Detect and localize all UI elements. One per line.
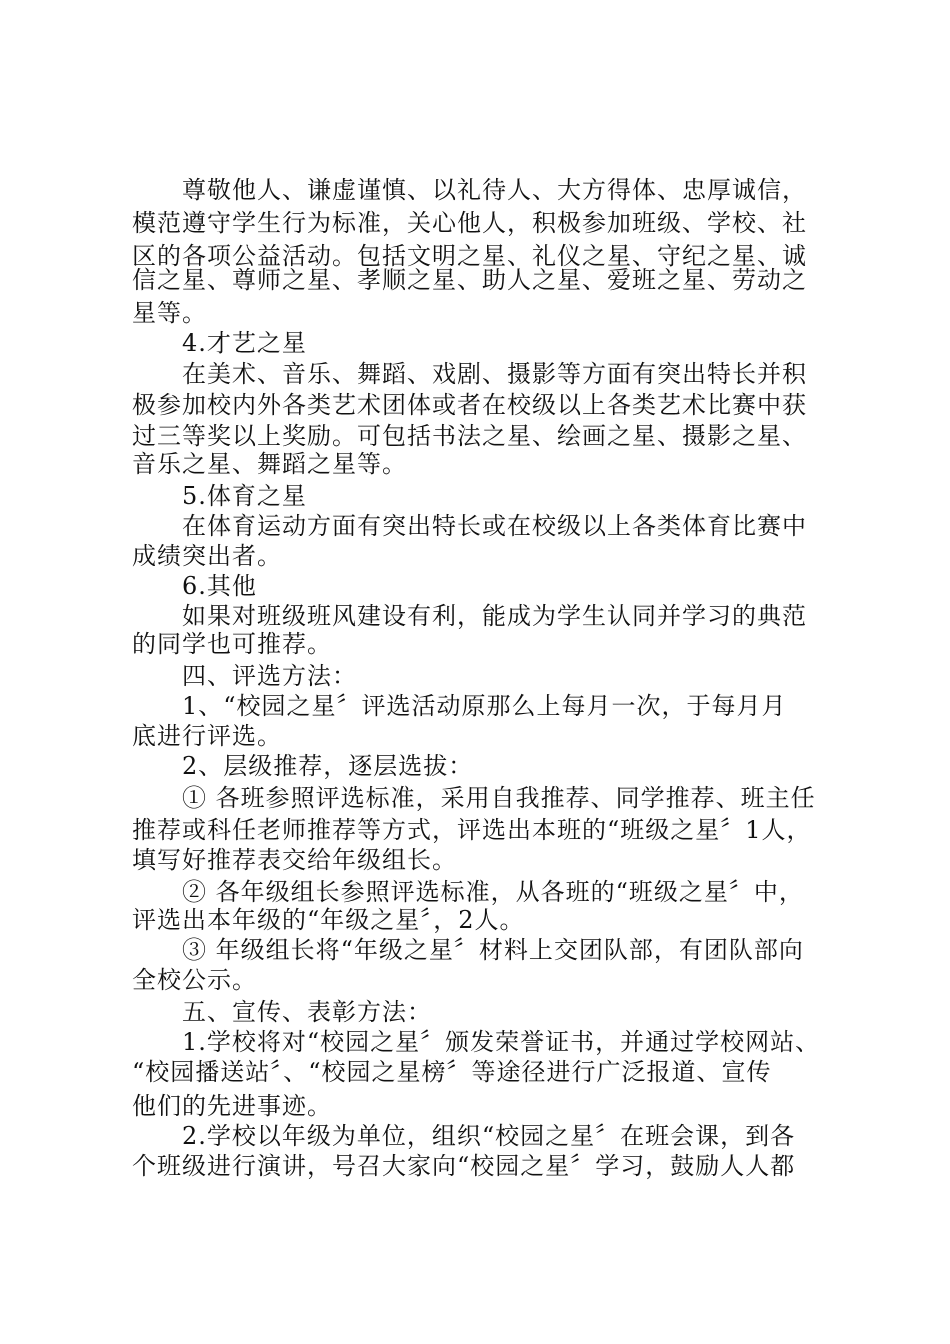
text-line: 评选出本年级的“年级之星〞，2人。 bbox=[132, 906, 525, 934]
text-line: 星等。 bbox=[132, 299, 207, 327]
text-line: 成绩突出者。 bbox=[132, 542, 282, 570]
text-line: ① 各班参照评选标准，采用自我推荐、同学推荐、班主任 bbox=[182, 784, 816, 812]
text-line: 尊敬他人、谦虚谨慎、以礼待人、大方得体、忠厚诚信， bbox=[182, 176, 807, 204]
text-line: 过三等奖以上奖励。可包括书法之星、绘画之星、摄影之星、 bbox=[132, 422, 807, 450]
text-line: 1、“校园之星〞评选活动原那么上每月一次，于每月月 bbox=[182, 692, 787, 720]
section-heading: 4.才艺之星 bbox=[182, 329, 307, 357]
text-line: 在体育运动方面有突出特长或在校级以上各类体育比赛中 bbox=[182, 512, 807, 540]
section-heading: 四、评选方法： bbox=[182, 662, 357, 690]
text-line: 全校公示。 bbox=[132, 966, 257, 994]
section-heading: 5.体育之星 bbox=[182, 482, 307, 510]
text-line: 底进行评选。 bbox=[132, 722, 282, 750]
text-line: 填写好推荐表交给年级组长。 bbox=[132, 846, 457, 874]
text-line: 他们的先进事迹。 bbox=[132, 1092, 332, 1120]
text-line: ③ 年级组长将“年级之星〞材料上交团队部，有团队部向 bbox=[182, 936, 804, 964]
text-line: 的同学也可推荐。 bbox=[132, 630, 332, 658]
text-line: 极参加校内外各类艺术团体或者在校级以上各类艺术比赛中获 bbox=[132, 391, 807, 419]
text-line: 在美术、音乐、舞蹈、戏剧、摄影等方面有突出特长并积 bbox=[182, 360, 807, 388]
text-line: “校园播送站〞、“校园之星榜〞等途径进行广泛报道、宣传 bbox=[132, 1058, 772, 1086]
text-line: 模范遵守学生行为标准，关心他人，积极参加班级、学校、社 bbox=[132, 209, 807, 237]
text-line: 2.学校以年级为单位，组织“校园之星〞在班会课，到各 bbox=[182, 1122, 796, 1150]
text-line: 区的各项公益活动。包括文明之星、礼仪之星、守纪之星、诚 bbox=[132, 242, 807, 270]
text-line: 1.学校将对“校园之星〞颁发荣誉证书，并通过学校网站、 bbox=[182, 1028, 821, 1056]
text-line: 如果对班级班风建设有利，能成为学生认同并学习的典范 bbox=[182, 602, 807, 630]
text-line: 推荐或科任老师推荐等方式，评选出本班的“班级之星〞1人， bbox=[132, 816, 812, 844]
text-line: ② 各年级组长参照评选标准，从各班的“班级之星〞中， bbox=[182, 878, 804, 906]
section-heading: 6.其他 bbox=[182, 572, 257, 600]
section-heading: 五、宣传、表彰方法： bbox=[182, 998, 432, 1026]
text-line: 2、层级推荐，逐层选拔： bbox=[182, 752, 474, 780]
text-line: 音乐之星、舞蹈之星等。 bbox=[132, 450, 407, 478]
text-line: 信之星、尊师之星、孝顺之星、助人之星、爱班之星、劳动之 bbox=[132, 266, 807, 294]
text-line: 个班级进行演讲，号召大家向“校园之星〞学习，鼓励人人都 bbox=[132, 1152, 796, 1180]
